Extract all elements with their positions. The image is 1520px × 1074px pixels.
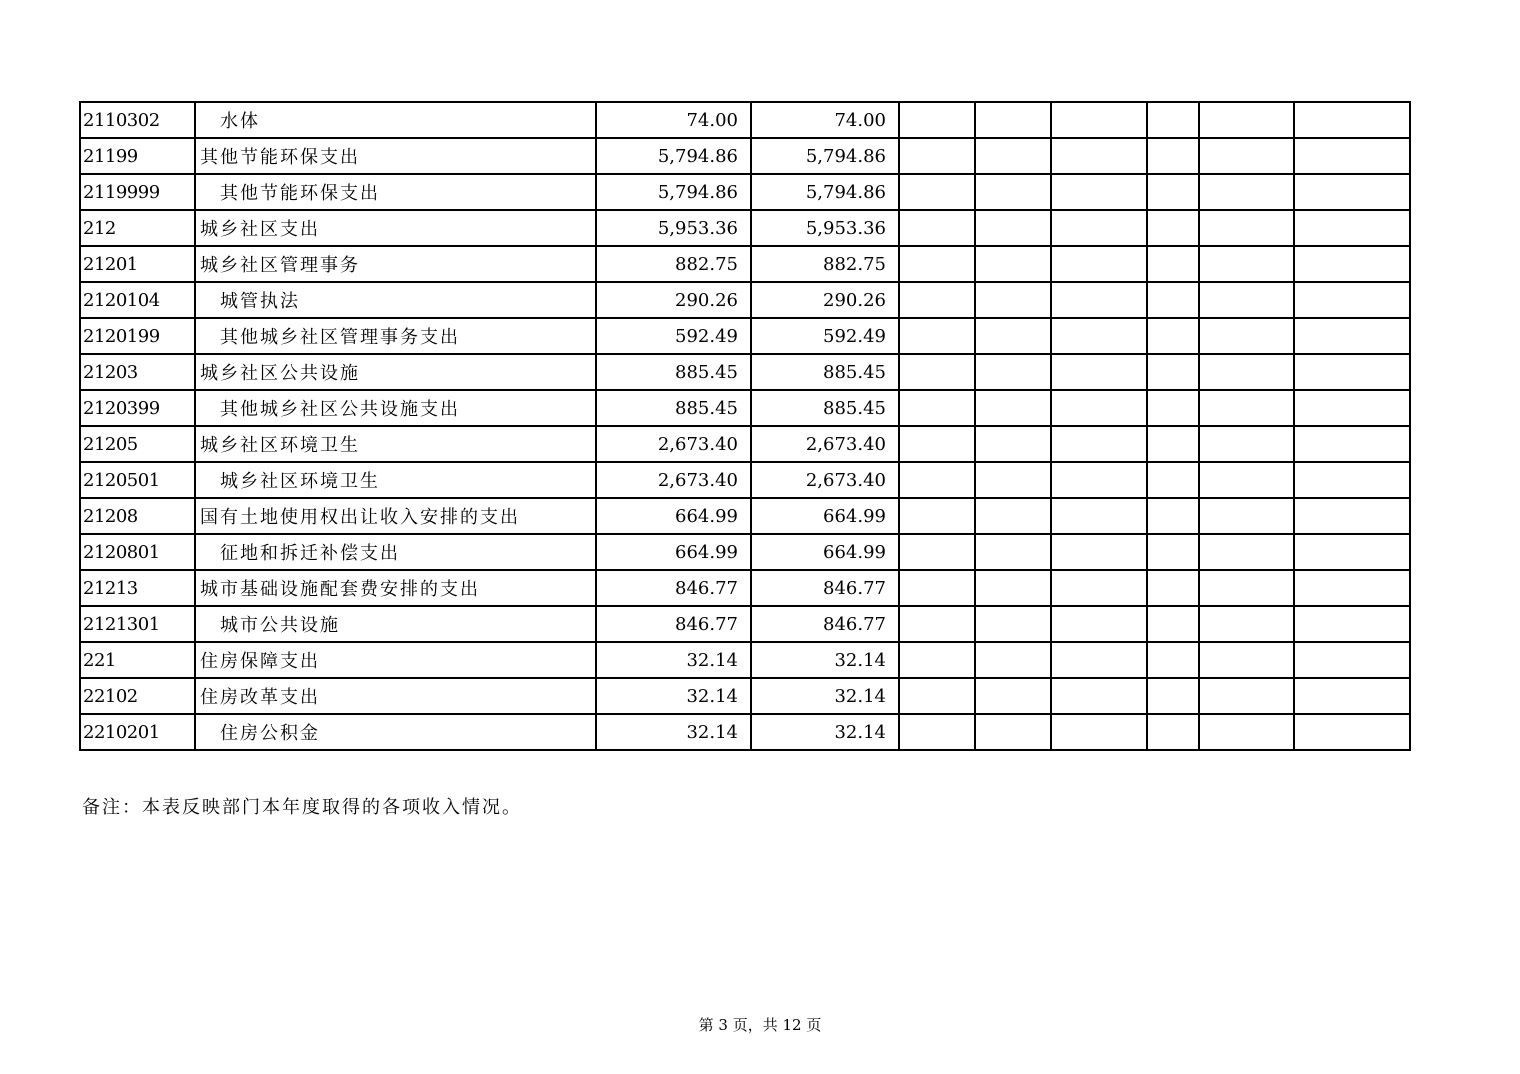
amount-total-cell: 882.75 [596, 246, 751, 282]
empty-cell [1199, 462, 1294, 498]
empty-cell [1294, 498, 1410, 534]
amount-cell: 2,673.40 [751, 426, 899, 462]
table-row [80, 390, 1410, 426]
subject-name-cell: 国有土地使用权出让收入安排的支出 [195, 498, 596, 534]
subject-name-cell: 住房公积金 [195, 714, 596, 750]
subject-name-cell: 其他节能环保支出 [195, 174, 596, 210]
empty-cell [1051, 318, 1147, 354]
empty-cell [975, 426, 1051, 462]
empty-cell [1147, 498, 1199, 534]
empty-cell [975, 354, 1051, 390]
empty-cell [1147, 714, 1199, 750]
empty-cell [1147, 138, 1199, 174]
amount-total-cell: 2,673.40 [596, 426, 751, 462]
empty-cell [975, 282, 1051, 318]
empty-cell [899, 282, 975, 318]
amount-cell: 32.14 [751, 642, 899, 678]
empty-cell [899, 606, 975, 642]
table-row [80, 426, 1410, 462]
amount-cell: 885.45 [751, 390, 899, 426]
subject-name-cell: 城管执法 [195, 282, 596, 318]
amount-total-cell: 5,794.86 [596, 174, 751, 210]
empty-cell [1199, 534, 1294, 570]
empty-cell [1051, 282, 1147, 318]
amount-total-cell: 846.77 [596, 606, 751, 642]
empty-cell [1294, 426, 1410, 462]
subject-code-cell: 221 [80, 642, 195, 678]
empty-cell [1051, 678, 1147, 714]
subject-code-cell: 22102 [80, 678, 195, 714]
empty-cell [1147, 102, 1199, 138]
empty-cell [899, 246, 975, 282]
empty-cell [1294, 534, 1410, 570]
empty-cell [1199, 318, 1294, 354]
empty-cell [1199, 570, 1294, 606]
empty-cell [899, 462, 975, 498]
empty-cell [899, 426, 975, 462]
subject-code-cell: 21201 [80, 246, 195, 282]
empty-cell [1051, 210, 1147, 246]
subject-code-cell: 21199 [80, 138, 195, 174]
amount-total-cell: 74.00 [596, 102, 751, 138]
amount-total-cell: 885.45 [596, 390, 751, 426]
empty-cell [1199, 138, 1294, 174]
empty-cell [1199, 174, 1294, 210]
table-row [80, 318, 1410, 354]
empty-cell [899, 354, 975, 390]
empty-cell [1051, 390, 1147, 426]
table-row [80, 282, 1410, 318]
subject-code-cell: 212 [80, 210, 195, 246]
empty-cell [899, 642, 975, 678]
empty-cell [1294, 210, 1410, 246]
income-table [79, 101, 1411, 751]
subject-code-cell: 2120104 [80, 282, 195, 318]
empty-cell [1147, 354, 1199, 390]
empty-cell [1147, 210, 1199, 246]
empty-cell [1294, 354, 1410, 390]
table-row [80, 534, 1410, 570]
empty-cell [1051, 246, 1147, 282]
amount-cell: 74.00 [751, 102, 899, 138]
subject-name-cell: 城乡社区支出 [195, 210, 596, 246]
amount-cell: 664.99 [751, 534, 899, 570]
empty-cell [1294, 678, 1410, 714]
empty-cell [899, 570, 975, 606]
empty-cell [899, 390, 975, 426]
subject-name-cell: 住房保障支出 [195, 642, 596, 678]
subject-code-cell: 21203 [80, 354, 195, 390]
subject-code-cell: 2120399 [80, 390, 195, 426]
empty-cell [1199, 678, 1294, 714]
empty-cell [1294, 282, 1410, 318]
table-row [80, 354, 1410, 390]
amount-total-cell: 5,794.86 [596, 138, 751, 174]
subject-name-cell: 城市公共设施 [195, 606, 596, 642]
empty-cell [1199, 102, 1294, 138]
subject-name-cell: 城乡社区公共设施 [195, 354, 596, 390]
amount-cell: 846.77 [751, 606, 899, 642]
amount-total-cell: 32.14 [596, 642, 751, 678]
amount-total-cell: 664.99 [596, 498, 751, 534]
empty-cell [1294, 390, 1410, 426]
amount-cell: 5,953.36 [751, 210, 899, 246]
empty-cell [1051, 426, 1147, 462]
amount-cell: 2,673.40 [751, 462, 899, 498]
empty-cell [1147, 426, 1199, 462]
empty-cell [1199, 642, 1294, 678]
table-row [80, 714, 1410, 750]
empty-cell [1147, 642, 1199, 678]
table-row [80, 570, 1410, 606]
empty-cell [975, 174, 1051, 210]
empty-cell [1147, 570, 1199, 606]
table-row [80, 210, 1410, 246]
empty-cell [899, 498, 975, 534]
table-body [80, 102, 1410, 750]
empty-cell [1147, 282, 1199, 318]
empty-cell [899, 102, 975, 138]
empty-cell [1147, 318, 1199, 354]
subject-code-cell: 21213 [80, 570, 195, 606]
empty-cell [899, 714, 975, 750]
empty-cell [1294, 606, 1410, 642]
empty-cell [1294, 462, 1410, 498]
empty-cell [975, 102, 1051, 138]
amount-cell: 32.14 [751, 678, 899, 714]
amount-cell: 592.49 [751, 318, 899, 354]
amount-cell: 5,794.86 [751, 174, 899, 210]
empty-cell [1294, 570, 1410, 606]
subject-code-cell: 2210201 [80, 714, 195, 750]
empty-cell [975, 210, 1051, 246]
subject-code-cell: 2120501 [80, 462, 195, 498]
empty-cell [1199, 606, 1294, 642]
empty-cell [975, 714, 1051, 750]
amount-total-cell: 885.45 [596, 354, 751, 390]
amount-total-cell: 290.26 [596, 282, 751, 318]
empty-cell [1147, 390, 1199, 426]
empty-cell [1199, 426, 1294, 462]
empty-cell [975, 138, 1051, 174]
empty-cell [1147, 678, 1199, 714]
empty-cell [1147, 246, 1199, 282]
subject-name-cell: 征地和拆迁补偿支出 [195, 534, 596, 570]
table-note: 备注：本表反映部门本年度取得的各项收入情况。 [82, 797, 522, 818]
amount-cell: 5,794.86 [751, 138, 899, 174]
empty-cell [1199, 354, 1294, 390]
empty-cell [1051, 102, 1147, 138]
empty-cell [975, 246, 1051, 282]
empty-cell [1294, 642, 1410, 678]
subject-code-cell: 2120199 [80, 318, 195, 354]
table-row [80, 138, 1410, 174]
amount-cell: 664.99 [751, 498, 899, 534]
empty-cell [1051, 714, 1147, 750]
amount-total-cell: 664.99 [596, 534, 751, 570]
amount-total-cell: 5,953.36 [596, 210, 751, 246]
empty-cell [975, 318, 1051, 354]
empty-cell [1051, 138, 1147, 174]
subject-name-cell: 住房改革支出 [195, 678, 596, 714]
empty-cell [1294, 714, 1410, 750]
amount-total-cell: 592.49 [596, 318, 751, 354]
empty-cell [1294, 102, 1410, 138]
subject-code-cell: 2120801 [80, 534, 195, 570]
empty-cell [1147, 174, 1199, 210]
empty-cell [1199, 390, 1294, 426]
amount-cell: 885.45 [751, 354, 899, 390]
subject-name-cell: 城市基础设施配套费安排的支出 [195, 570, 596, 606]
empty-cell [1199, 282, 1294, 318]
subject-code-cell: 2119999 [80, 174, 195, 210]
empty-cell [1199, 498, 1294, 534]
amount-total-cell: 846.77 [596, 570, 751, 606]
empty-cell [975, 570, 1051, 606]
subject-name-cell: 其他城乡社区管理事务支出 [195, 318, 596, 354]
empty-cell [899, 138, 975, 174]
empty-cell [975, 462, 1051, 498]
subject-name-cell: 其他城乡社区公共设施支出 [195, 390, 596, 426]
table-row [80, 174, 1410, 210]
subject-code-cell: 2110302 [80, 102, 195, 138]
amount-total-cell: 32.14 [596, 678, 751, 714]
empty-cell [975, 498, 1051, 534]
amount-cell: 32.14 [751, 714, 899, 750]
subject-code-cell: 21205 [80, 426, 195, 462]
subject-name-cell: 城乡社区管理事务 [195, 246, 596, 282]
amount-cell: 882.75 [751, 246, 899, 282]
amount-total-cell: 32.14 [596, 714, 751, 750]
empty-cell [1294, 138, 1410, 174]
empty-cell [1051, 606, 1147, 642]
empty-cell [1051, 174, 1147, 210]
empty-cell [1051, 498, 1147, 534]
amount-cell: 290.26 [751, 282, 899, 318]
subject-code-cell: 21208 [80, 498, 195, 534]
empty-cell [1294, 318, 1410, 354]
empty-cell [1147, 462, 1199, 498]
empty-cell [1294, 246, 1410, 282]
empty-cell [899, 210, 975, 246]
empty-cell [975, 678, 1051, 714]
empty-cell [1147, 534, 1199, 570]
subject-name-cell: 城乡社区环境卫生 [195, 426, 596, 462]
table-row [80, 246, 1410, 282]
subject-name-cell: 城乡社区环境卫生 [195, 462, 596, 498]
table-row [80, 678, 1410, 714]
table-row [80, 102, 1410, 138]
table-row [80, 462, 1410, 498]
empty-cell [899, 534, 975, 570]
empty-cell [1199, 246, 1294, 282]
empty-cell [975, 534, 1051, 570]
table-row [80, 498, 1410, 534]
empty-cell [899, 174, 975, 210]
table-row [80, 642, 1410, 678]
table-row [80, 606, 1410, 642]
empty-cell [975, 606, 1051, 642]
empty-cell [899, 678, 975, 714]
empty-cell [899, 318, 975, 354]
empty-cell [1199, 714, 1294, 750]
subject-name-cell: 水体 [195, 102, 596, 138]
empty-cell [1051, 570, 1147, 606]
empty-cell [1051, 462, 1147, 498]
page-footer: 第 3 页，共 12 页 [698, 1016, 822, 1034]
empty-cell [975, 642, 1051, 678]
subject-name-cell: 其他节能环保支出 [195, 138, 596, 174]
empty-cell [1051, 534, 1147, 570]
empty-cell [1199, 210, 1294, 246]
empty-cell [975, 390, 1051, 426]
empty-cell [1051, 354, 1147, 390]
subject-code-cell: 2121301 [80, 606, 195, 642]
amount-total-cell: 2,673.40 [596, 462, 751, 498]
amount-cell: 846.77 [751, 570, 899, 606]
empty-cell [1147, 606, 1199, 642]
empty-cell [1051, 642, 1147, 678]
empty-cell [1294, 174, 1410, 210]
